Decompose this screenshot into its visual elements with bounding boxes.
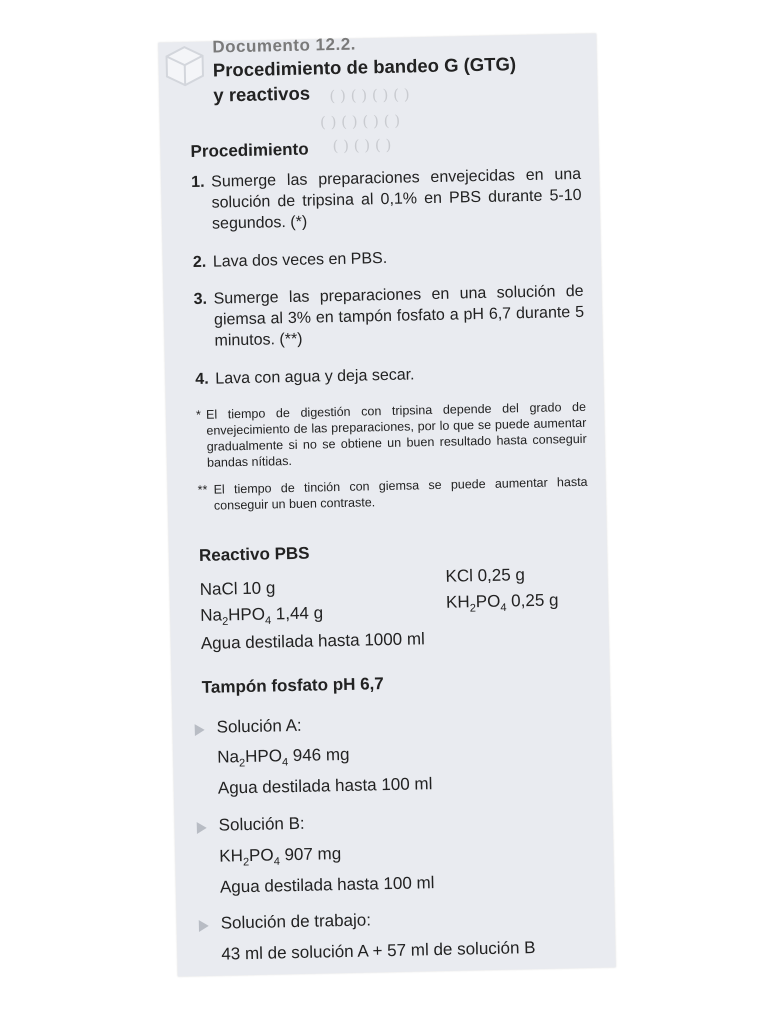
pbs-water: Agua destilada hasta 1000 ml xyxy=(200,629,426,653)
buffer-heading: Tampón fosfato pH 6,7 xyxy=(201,674,384,697)
document-page: Documento 12.2. Procedimiento de bandeo G (GTG) y reactivos ( ) ( ) ( ) ( ) ( ) ( ) ( ) ( ) ( ) ( ) ( ) Procedimiento 1. Sumerge las preparaciones envejecidas en una solución de tripsina al 0,1% en PBS durante 5-10 segundos. (*) 2. Lava dos veces en PBS. 3. Sumerge las preparaciones en una solución de giemsa al 3% en tampón fosfato a pH 6,7 durante 5 minutos. (**) 4. Lava con agua y deja secar. * El tiempo de digestión con tripsina depende del grado de envejecimiento de las preparaciones, por lo que se puede aumentar gradualmente si no se obtiene un buen resultado hasta conseguir bandas nítidas. ** El tiempo de tinción con giemsa se puede aumentar hasta conseguir un buen contraste. Reactivo PBS NaCl 10 g KCl 0,25 g $Na_2HPO_4$ 1,44 g $KH_2PO_4$ 0,25 g Agua destilada hasta 1000 ml Tampón fosfato pH 6,7 Solución A: $Na_2HPO_4$ 946 mg Agua destilada hasta 100 ml Solución B: $KH_2PO_4$ 907 mg Agua destilada hasta 100 ml Solución de trabajo: 43 ml de solución A + 57 ml de solución B xyxy=(158,34,615,977)
working-solution-text: 43 ml de solución A + 57 ml de solución B xyxy=(221,937,536,964)
title-line-2: y reactivos xyxy=(213,82,311,106)
step-2 xyxy=(193,244,583,273)
title-line-1: Procedimiento de bandeo G (GTG) xyxy=(212,53,517,81)
triangle-bullet-icon xyxy=(199,920,209,932)
note-giemsa xyxy=(197,474,588,514)
solution-b-water: Agua destilada hasta 100 ml xyxy=(219,873,435,897)
note-text: El tiempo de tinción con giemsa se puede aumentar hasta conseguir un buen contraste. xyxy=(213,474,588,513)
solution-b-label: Solución B: xyxy=(218,813,305,835)
pbs-na2hpo4: $Na_2HPO_4$ 1,44 g xyxy=(200,603,324,628)
triangle-bullet-icon xyxy=(197,822,207,834)
procedure-heading: Procedimiento xyxy=(190,139,309,162)
cube-icon xyxy=(162,44,207,89)
step-number: 1. xyxy=(191,173,205,192)
solution-a-label: Solución A: xyxy=(216,715,302,737)
pbs-kcl: KCl 0,25 g xyxy=(445,565,526,586)
step-4 xyxy=(195,361,585,390)
step-3 xyxy=(193,281,584,352)
triangle-bullet-icon xyxy=(195,724,205,736)
working-solution-label: Solución de trabajo: xyxy=(220,910,372,933)
note-text: El tiempo de digestión con tripsina depende del grado de envejecimiento de las preparaciones, por lo que se puede aumentar gradualmente si no se obtiene un buen resultado hasta conseguir bandas nítidas. xyxy=(205,399,587,470)
step-text: Sumerge las preparaciones envejecidas en una solución de tripsina al 0,1% en PBS durante 5-10 segundos. (*) xyxy=(211,165,582,233)
step-number: 4. xyxy=(195,370,209,388)
pbs-heading: Reactivo PBS xyxy=(198,543,310,565)
step-number: 3. xyxy=(193,290,208,309)
solution-b-compound: $KH_2PO_4$ 907 mg xyxy=(219,844,342,869)
note-mark: * xyxy=(195,407,202,422)
step-text: Lava dos veces en PBS. xyxy=(212,249,388,271)
note-mark: ** xyxy=(197,482,208,497)
pbs-nacl: NaCl 10 g xyxy=(199,578,276,599)
step-number: 2. xyxy=(192,253,207,272)
solution-a-water: Agua destilada hasta 100 ml xyxy=(217,774,433,798)
pbs-kh2po4: $KH_2PO_4$ 0,25 g xyxy=(445,590,559,615)
step-1 xyxy=(191,164,582,235)
document-label: Documento 12.2. xyxy=(212,34,357,57)
step-text: Sumerge las preparaciones en una solución de giemsa al 3% en tampón fosfato a pH 6,7 durante 5 minutos. (**) xyxy=(213,282,585,350)
note-trypsin xyxy=(196,399,587,471)
step-text: Lava con agua y deja secar. xyxy=(215,366,415,388)
solution-a-compound: $Na_2HPO_4$ 946 mg xyxy=(217,744,350,770)
